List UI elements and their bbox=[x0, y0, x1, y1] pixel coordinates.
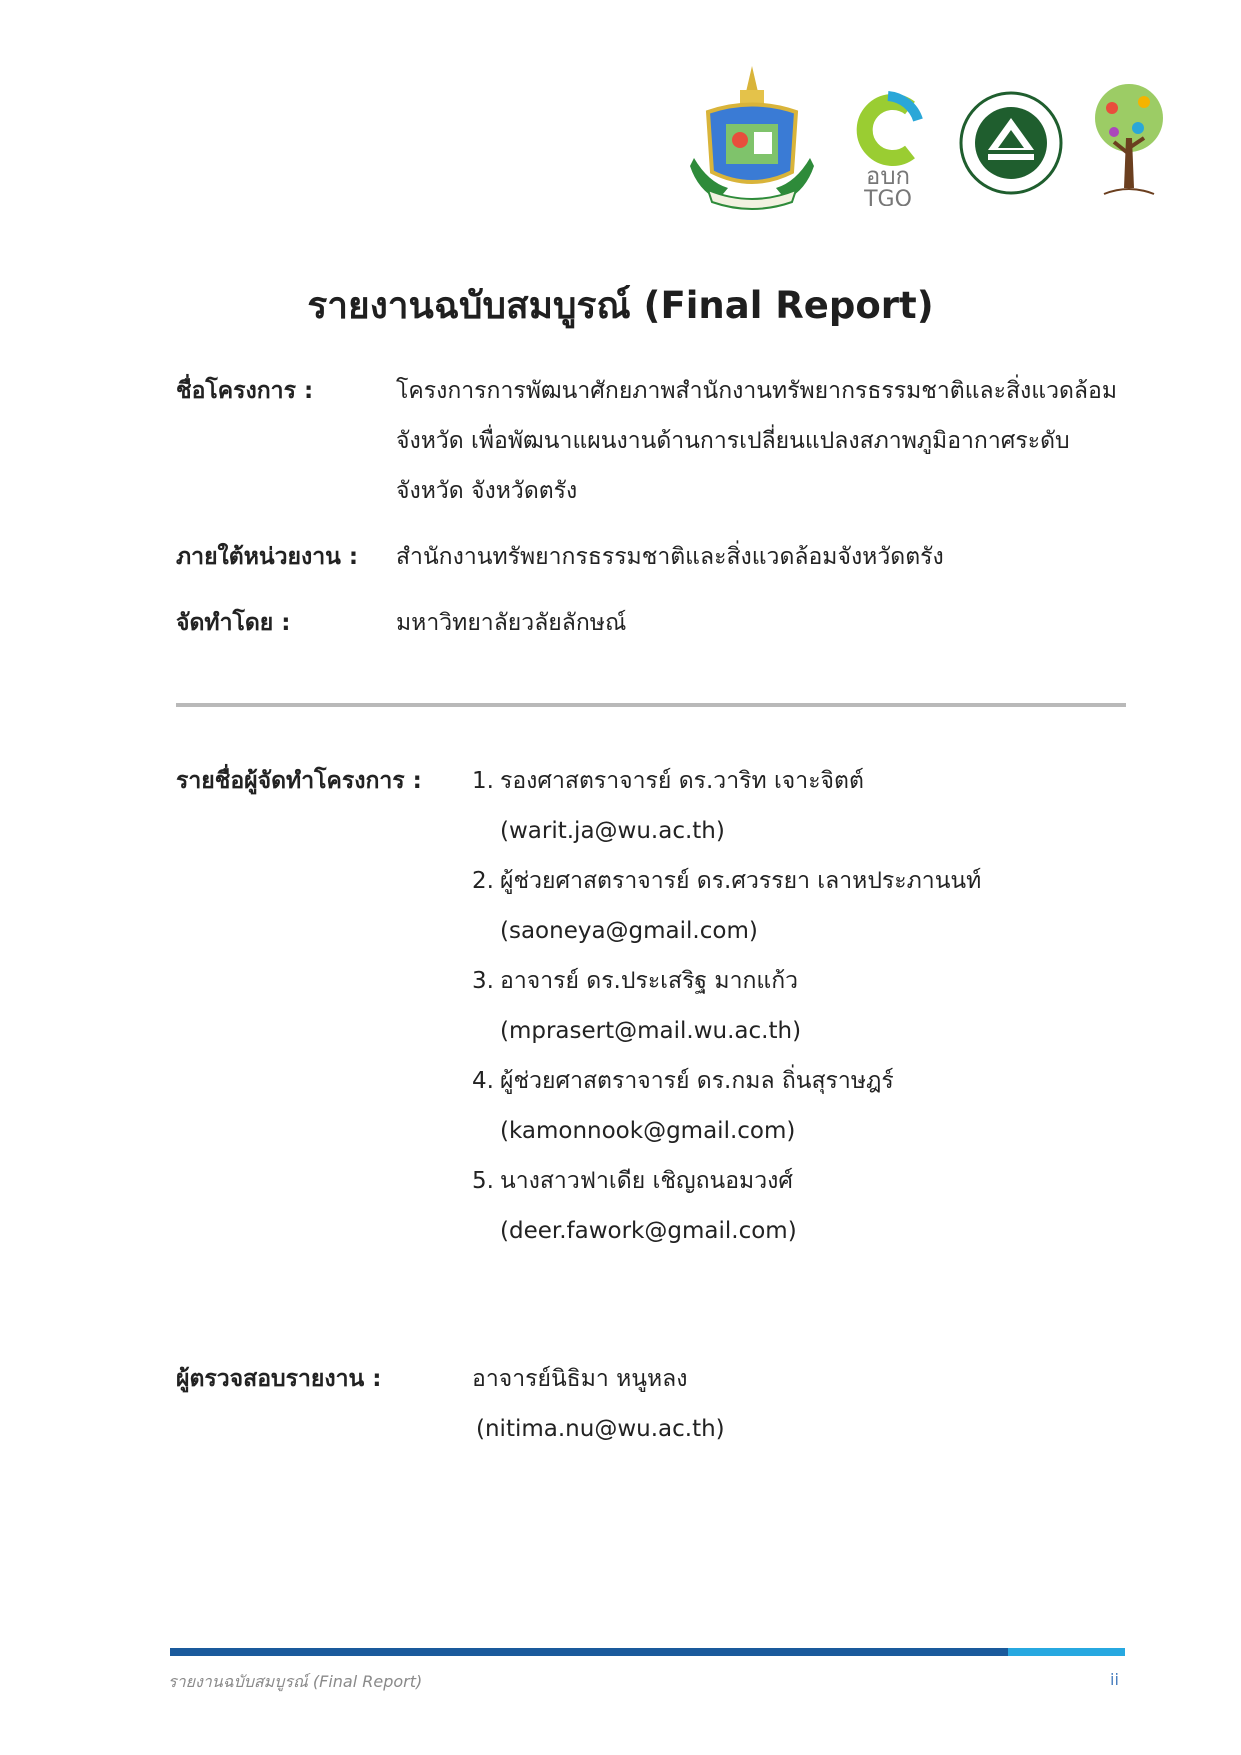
agency-value: สำนักงานทรัพยากรธรรมชาติและสิ่งแวดล้อมจังหวัดตรัง bbox=[396, 544, 944, 570]
member-name: ผู้ช่วยศาสตราจารย์ ดร.กมล ถิ่นสุราษฎร์ bbox=[500, 1068, 894, 1094]
mnre-logo bbox=[958, 90, 1064, 196]
member-number: 1. bbox=[472, 768, 494, 794]
member-name: ผู้ช่วยศาสตราจารย์ ดร.ศวรรยา เลาหประภานนท์ bbox=[500, 868, 982, 894]
project-section bbox=[176, 366, 1126, 516]
prepared-section bbox=[176, 598, 1126, 648]
team-member bbox=[472, 1056, 894, 1106]
project-line: จังหวัด จังหวัดตรัง bbox=[396, 478, 578, 504]
prepared-value: มหาวิทยาลัยวลัยลักษณ์ bbox=[396, 610, 627, 636]
section-divider bbox=[176, 703, 1126, 707]
member-number: 2. bbox=[472, 868, 494, 894]
project-line: โครงการการพัฒนาศักยภาพสำนักงานทรัพยากรธรรมชาติและสิ่งแวดล้อม bbox=[396, 378, 1117, 404]
agency-label: ภายใต้หน่วยงาน : bbox=[176, 544, 359, 570]
reviewer-section bbox=[176, 1354, 1126, 1454]
member-email: (mprasert@mail.wu.ac.th) bbox=[500, 1018, 802, 1044]
member-email: (warit.ja@wu.ac.th) bbox=[500, 818, 725, 844]
team-list bbox=[472, 756, 1092, 1256]
agency-section bbox=[176, 532, 1126, 582]
member-name: อาจารย์ ดร.ประเสริฐ มากแก้ว bbox=[500, 968, 799, 994]
footer-report-title: รายงานฉบับสมบูรณ์ (Final Report) bbox=[168, 1672, 423, 1691]
footer-bar-light bbox=[1008, 1648, 1125, 1656]
team-member bbox=[472, 856, 981, 906]
footer-bar bbox=[170, 1648, 1125, 1656]
report-title: รายงานฉบับสมบูรณ์ (Final Report) bbox=[307, 284, 934, 327]
prepared-label: จัดทำโดย : bbox=[176, 610, 291, 636]
member-email: (deer.fawork@gmail.com) bbox=[500, 1218, 797, 1244]
member-name: นางสาวฟาเดีย เชิญถนอมวงศ์ bbox=[500, 1168, 793, 1194]
tree-logo bbox=[1084, 78, 1174, 204]
member-email: (kamonnook@gmail.com) bbox=[500, 1118, 796, 1144]
member-name: รองศาสตราจารย์ ดร.วาริท เจาะจิตต์ bbox=[500, 768, 864, 794]
tgo-logo bbox=[848, 90, 928, 206]
footer-bar-dark bbox=[170, 1648, 1008, 1656]
svg-text:อบก: อบก bbox=[865, 162, 911, 190]
member-email: (saoneya@gmail.com) bbox=[500, 918, 758, 944]
page-number: ii bbox=[1110, 1670, 1119, 1689]
team-member bbox=[472, 1156, 793, 1206]
province-seal-logo bbox=[688, 62, 816, 212]
team-member bbox=[472, 956, 798, 1006]
project-line: จังหวัด เพื่อพัฒนาแผนงานด้านการเปลี่ยนแปลงสภาพภูมิอากาศระดับ bbox=[396, 428, 1070, 454]
team-member bbox=[472, 756, 864, 806]
reviewer-name: อาจารย์นิธิมา หนูหลง bbox=[472, 1366, 688, 1392]
team-label: รายชื่อผู้จัดทำโครงการ : bbox=[176, 768, 422, 794]
svg-text:TGO: TGO bbox=[864, 187, 912, 206]
project-label: ชื่อโครงการ : bbox=[176, 378, 314, 404]
reviewer-email: (nitima.nu@wu.ac.th) bbox=[476, 1416, 725, 1442]
team-section bbox=[176, 756, 1126, 1256]
logo-strip bbox=[688, 62, 1188, 212]
reviewer-label: ผู้ตรวจสอบรายงาน : bbox=[176, 1366, 382, 1392]
member-number: 5. bbox=[472, 1168, 494, 1194]
member-number: 3. bbox=[472, 968, 494, 994]
member-number: 4. bbox=[472, 1068, 494, 1094]
